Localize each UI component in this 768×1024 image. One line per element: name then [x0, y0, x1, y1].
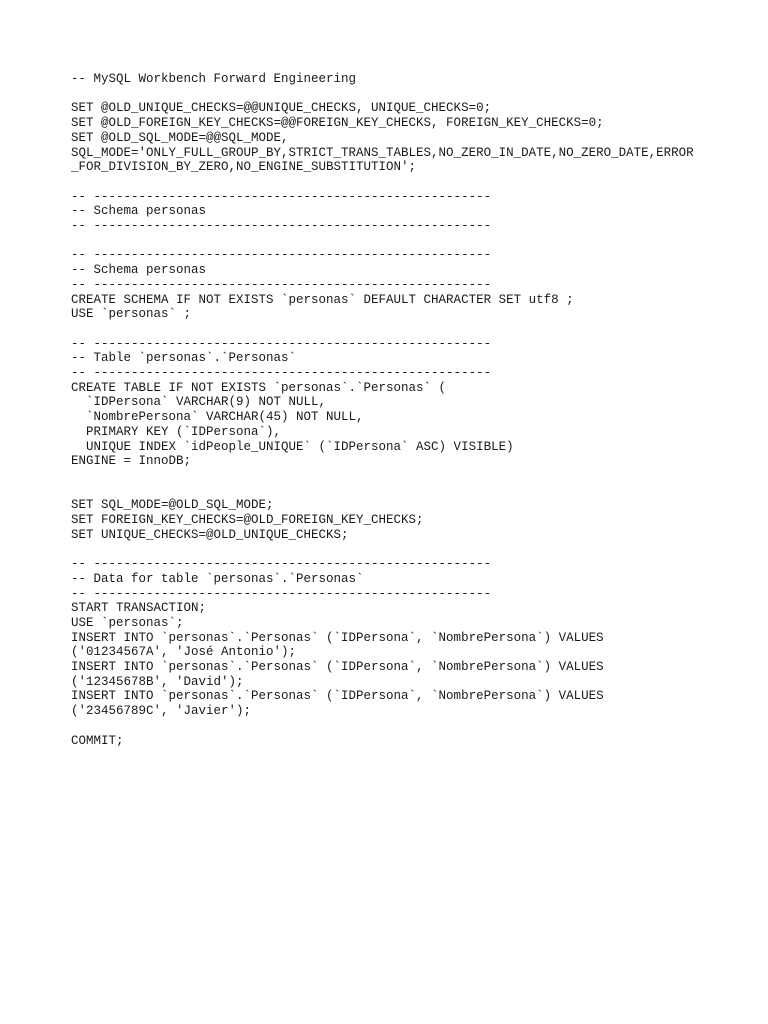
code-line — [71, 322, 751, 337]
code-line: START TRANSACTION; — [71, 601, 207, 616]
code-line: USE `personas` ; — [71, 307, 192, 322]
code-line: -- ----------------------------------------------------- — [71, 586, 492, 601]
code-line: INSERT INTO `personas`.`Personas` (`IDPersona`, `NombrePersona`) VALUES — [71, 689, 604, 704]
code-line — [71, 542, 751, 557]
code-line: ENGINE = InnoDB; — [71, 454, 192, 469]
code-line: CREATE TABLE IF NOT EXISTS `personas`.`Personas` ( — [71, 380, 447, 395]
code-line — [71, 87, 751, 102]
code-line: -- Schema personas — [71, 204, 207, 219]
code-line: PRIMARY KEY (`IDPersona`), — [71, 424, 282, 439]
code-line: -- ----------------------------------------------------- — [71, 189, 492, 204]
code-line: -- ----------------------------------------------------- — [71, 248, 492, 263]
code-line: `IDPersona` VARCHAR(9) NOT NULL, — [71, 395, 327, 410]
code-line: SET @OLD_FOREIGN_KEY_CHECKS=@@FOREIGN_KEY_CHECKS, FOREIGN_KEY_CHECKS=0; — [71, 116, 604, 131]
code-line: CREATE SCHEMA IF NOT EXISTS `personas` DEFAULT CHARACTER SET utf8 ; — [71, 292, 574, 307]
code-line: ('23456789C', 'Javier'); — [71, 704, 252, 719]
code-line: -- Schema personas — [71, 263, 207, 278]
code-line — [71, 175, 751, 190]
code-line: SET SQL_MODE=@OLD_SQL_MODE; — [71, 498, 274, 513]
code-line: ('01234567A', 'José Antonio'); — [71, 645, 297, 660]
code-line: INSERT INTO `personas`.`Personas` (`IDPersona`, `NombrePersona`) VALUES — [71, 660, 604, 675]
code-line: -- ----------------------------------------------------- — [71, 557, 492, 572]
code-line — [71, 234, 751, 249]
code-line: -- Data for table `personas`.`Personas` — [71, 571, 364, 586]
code-line: USE `personas`; — [71, 615, 184, 630]
code-line: INSERT INTO `personas`.`Personas` (`IDPersona`, `NombrePersona`) VALUES — [71, 630, 604, 645]
code-line: UNIQUE INDEX `idPeople_UNIQUE` (`IDPersona` ASC) VISIBLE) — [71, 439, 514, 454]
code-line: -- ----------------------------------------------------- — [71, 277, 492, 292]
code-line: -- ----------------------------------------------------- — [71, 366, 492, 380]
code-line: SQL_MODE='ONLY_FULL_GROUP_BY,STRICT_TRANS_TABLES,NO_ZERO_IN_DATE,NO_ZERO_DATE,ERROR — [71, 145, 694, 160]
code-line: SET UNIQUE_CHECKS=@OLD_UNIQUE_CHECKS; — [71, 527, 349, 542]
code-line: ('12345678B', 'David'); — [71, 674, 244, 689]
code-line — [71, 484, 751, 499]
sql-script-text — [71, 72, 751, 748]
code-line: SET @OLD_UNIQUE_CHECKS=@@UNIQUE_CHECKS, UNIQUE_CHECKS=0; — [71, 101, 492, 116]
code-line: -- Table `personas`.`Personas` — [71, 351, 297, 366]
code-line — [71, 469, 751, 484]
code-line — [71, 719, 751, 734]
code-line: COMMIT; — [71, 733, 124, 748]
code-line: _FOR_DIVISION_BY_ZERO,NO_ENGINE_SUBSTITUTION'; — [71, 160, 417, 175]
code-line: SET FOREIGN_KEY_CHECKS=@OLD_FOREIGN_KEY_CHECKS; — [71, 513, 424, 527]
code-line: -- ----------------------------------------------------- — [71, 219, 492, 233]
code-line: `NombrePersona` VARCHAR(45) NOT NULL, — [71, 410, 364, 425]
code-line: SET @OLD_SQL_MODE=@@SQL_MODE, — [71, 130, 289, 145]
code-line: -- ----------------------------------------------------- — [71, 336, 492, 351]
code-line: -- MySQL Workbench Forward Engineering — [71, 72, 357, 86]
